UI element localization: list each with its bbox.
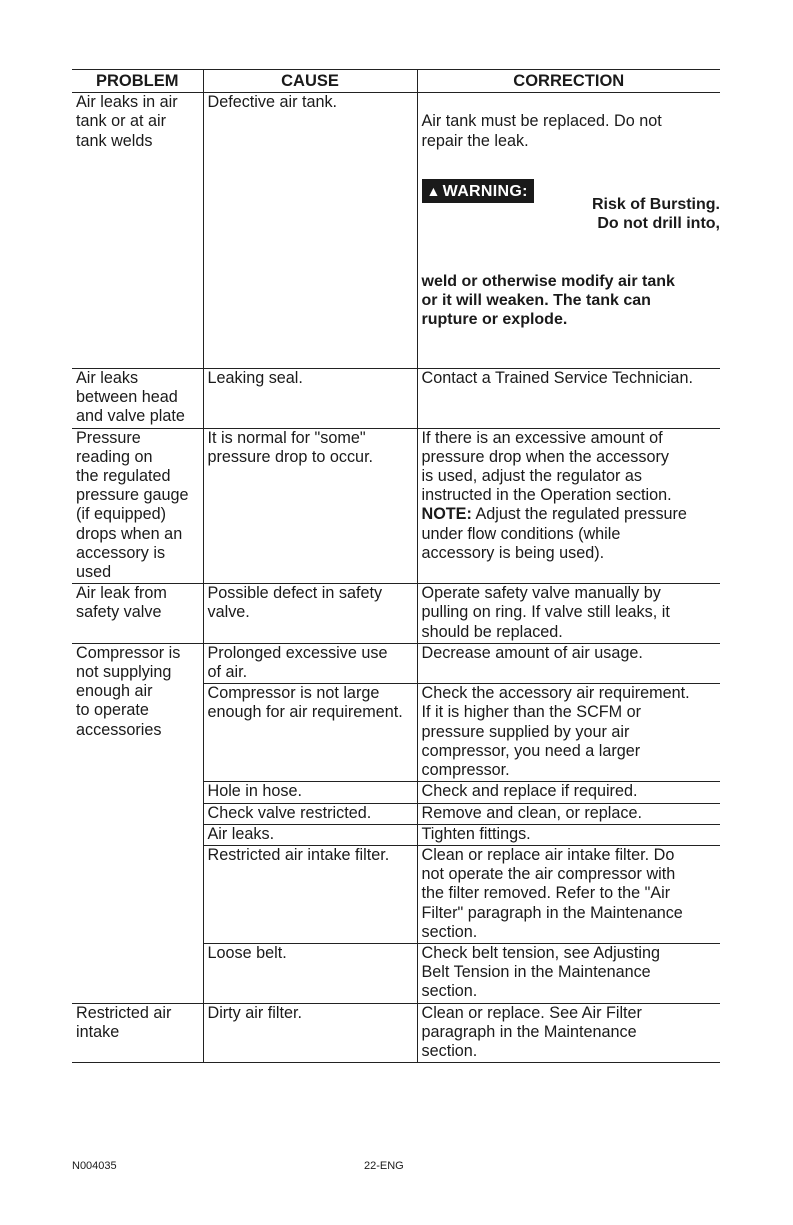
correction-text: Air tank must be replaced. Do not repair the leak.: [421, 112, 662, 150]
document-code: N004035: [72, 1160, 117, 1172]
note-text: Adjust the regulated pressure under flow conditions (while accessory is being used).: [421, 505, 687, 562]
table-row: [72, 428, 720, 584]
cause-cell: Compressor is not large enough for air requirement.: [203, 684, 417, 782]
troubleshooting-table: [72, 69, 720, 1063]
correction-cell: Clean or replace air intake filter. Do not operate the air compressor with the filter removed. Refer to the "Air Filter" paragraph in the Maintenance section.: [417, 845, 720, 943]
warning-badge-label: WARNING:: [442, 183, 528, 201]
cause-cell: Check valve restricted.: [203, 803, 417, 824]
table-row: [72, 369, 720, 429]
warning-block: [422, 157, 721, 348]
correction-cell: [417, 93, 720, 369]
correction-cell: Check the accessory air requirement. If it is higher than the SCFM or pressure supplied by your air compressor, you need a larger compressor.: [417, 684, 720, 782]
correction-cell: Check belt tension, see Adjusting Belt Tension in the Maintenance section.: [417, 943, 720, 1003]
problem-cell: Restricted air intake: [72, 1003, 203, 1063]
table-row: [72, 1003, 720, 1063]
warning-body: weld or otherwise modify air tank or it will weaken. The tank can rupture or explode.: [421, 272, 675, 328]
correction-cell: Remove and clean, or replace.: [417, 803, 720, 824]
correction-cell: Check and replace if required.: [417, 782, 720, 803]
header-correction: CORRECTION: [417, 70, 720, 93]
header-cause: CAUSE: [203, 70, 417, 93]
note-label: NOTE:: [421, 505, 472, 524]
correction-cell: [417, 428, 720, 584]
warning-triangle-icon: ▲: [426, 183, 441, 200]
cause-cell: Restricted air intake filter.: [203, 845, 417, 943]
correction-cell: Clean or replace. See Air Filter paragraph in the Maintenance section.: [417, 1003, 720, 1063]
header-problem: PROBLEM: [72, 70, 203, 93]
table-row: [72, 643, 720, 683]
warning-heading: Risk of Bursting. Do not drill into,: [591, 196, 720, 233]
cause-cell: Prolonged excessive use of air.: [203, 643, 417, 683]
cause-cell: Defective air tank.: [203, 93, 417, 369]
cause-cell: Air leaks.: [203, 824, 417, 845]
table-row: [72, 93, 720, 369]
table-header-row: [72, 70, 720, 93]
warning-badge: [422, 179, 534, 203]
troubleshooting-page: [72, 69, 720, 1063]
problem-cell: Air leaks in air tank or at air tank welds: [72, 93, 203, 369]
correction-text: If there is an excessive amount of pressure drop when the accessory is used, adjust the regulator as instructed in the Operation section.: [421, 428, 672, 505]
correction-cell: Tighten fittings.: [417, 824, 720, 845]
cause-cell: Dirty air filter.: [203, 1003, 417, 1063]
problem-cell: Pressure reading on the regulated pressure gauge (if equipped) drops when an accessory is used: [72, 428, 203, 584]
cause-cell: Leaking seal.: [203, 369, 417, 429]
table-row: [72, 584, 720, 644]
correction-cell: Decrease amount of air usage.: [417, 643, 720, 683]
page-number: 22-ENG: [364, 1160, 404, 1172]
problem-cell: Compressor is not supplying enough air to operate accessories: [72, 643, 203, 1003]
correction-cell: Contact a Trained Service Technician.: [417, 369, 720, 429]
problem-cell: Air leak from safety valve: [72, 584, 203, 644]
cause-cell: Possible defect in safety valve.: [203, 584, 417, 644]
correction-cell: Operate safety valve manually by pulling on ring. If valve still leaks, it should be replaced.: [417, 584, 720, 644]
cause-cell: Loose belt.: [203, 943, 417, 1003]
problem-cell: Air leaks between head and valve plate: [72, 369, 203, 429]
cause-cell: Hole in hose.: [203, 782, 417, 803]
cause-cell: It is normal for "some" pressure drop to occur.: [203, 428, 417, 584]
